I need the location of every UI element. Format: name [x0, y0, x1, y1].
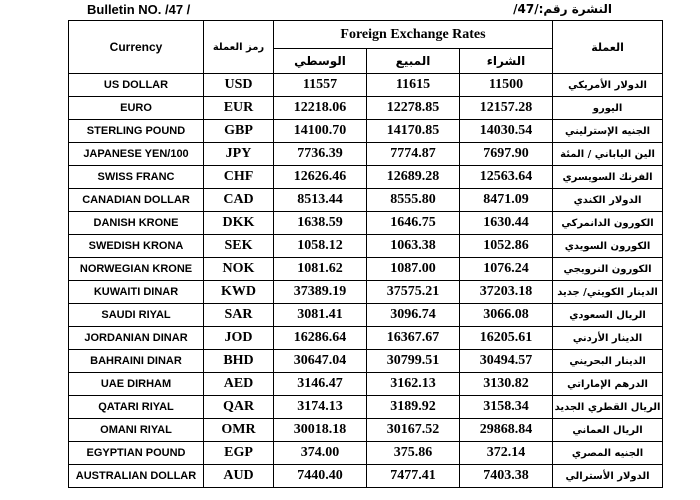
table-body [69, 74, 663, 488]
table-row [69, 189, 663, 212]
buy-rate: 3066.08 [460, 304, 553, 327]
mid-rate: 12218.06 [274, 97, 367, 120]
currency-name: JORDANIAN DINAR [69, 327, 204, 350]
currency-name: JAPANESE YEN/100 [69, 143, 204, 166]
sell-rate: 12689.28 [367, 166, 460, 189]
sell-rate: 30799.51 [367, 350, 460, 373]
mid-rate: 7440.40 [274, 465, 367, 488]
currency-name: STERLING POUND [69, 120, 204, 143]
currency-code: SAR [204, 304, 274, 327]
currency-name-ar: الكورون النرويجي [553, 258, 663, 281]
table-row [69, 212, 663, 235]
buy-rate: 37203.18 [460, 281, 553, 304]
mid-rate: 7736.39 [274, 143, 367, 166]
currency-code: NOK [204, 258, 274, 281]
currency-name: CANADIAN DOLLAR [69, 189, 204, 212]
sell-rate: 7774.87 [367, 143, 460, 166]
bulletin-number-en: Bulletin NO. /47 / [87, 2, 191, 17]
currency-name: US DOLLAR [69, 74, 204, 97]
buy-rate: 16205.61 [460, 327, 553, 350]
table-row [69, 465, 663, 488]
mid-rate: 3174.13 [274, 396, 367, 419]
table-row [69, 373, 663, 396]
table-row [69, 258, 663, 281]
currency-name-ar: الجنيه المصري [553, 442, 663, 465]
currency-code: CAD [204, 189, 274, 212]
sell-rate: 12278.85 [367, 97, 460, 120]
currency-code: DKK [204, 212, 274, 235]
table-row [69, 97, 663, 120]
currency-name: QATARI RIYAL [69, 396, 204, 419]
sell-rate: 30167.52 [367, 419, 460, 442]
sell-rate-header: المبيع [367, 49, 460, 74]
sell-rate: 37575.21 [367, 281, 460, 304]
mid-rate: 1638.59 [274, 212, 367, 235]
mid-rate-header: الوسطي [274, 49, 367, 74]
sell-rate: 3096.74 [367, 304, 460, 327]
mid-rate: 374.00 [274, 442, 367, 465]
buy-rate: 372.14 [460, 442, 553, 465]
bulletin-number-ar: النشرة رقم:/47/ [513, 2, 612, 16]
currency-code: EUR [204, 97, 274, 120]
currency-code: USD [204, 74, 274, 97]
mid-rate: 12626.46 [274, 166, 367, 189]
buy-rate: 7403.38 [460, 465, 553, 488]
sell-rate: 16367.67 [367, 327, 460, 350]
currency-code: BHD [204, 350, 274, 373]
foreign-exchange-rates-header: Foreign Exchange Rates [274, 21, 553, 49]
currency-name-ar: الريال العماني [553, 419, 663, 442]
buy-rate: 7697.90 [460, 143, 553, 166]
sell-rate: 1646.75 [367, 212, 460, 235]
currency-code: AED [204, 373, 274, 396]
table-row [69, 442, 663, 465]
table-row [69, 419, 663, 442]
currency-name-ar: الدرهم الإماراتي [553, 373, 663, 396]
currency-name: SAUDI RIYAL [69, 304, 204, 327]
mid-rate: 14100.70 [274, 120, 367, 143]
buy-rate: 3158.34 [460, 396, 553, 419]
currency-name: DANISH KRONE [69, 212, 204, 235]
currency-name: OMANI RIYAL [69, 419, 204, 442]
buy-rate: 8471.09 [460, 189, 553, 212]
buy-rate: 11500 [460, 74, 553, 97]
mid-rate: 1081.62 [274, 258, 367, 281]
buy-rate: 30494.57 [460, 350, 553, 373]
table-row [69, 281, 663, 304]
currency-code: KWD [204, 281, 274, 304]
sell-rate: 7477.41 [367, 465, 460, 488]
table-row [69, 304, 663, 327]
currency-code: GBP [204, 120, 274, 143]
table-row [69, 235, 663, 258]
buy-rate: 3130.82 [460, 373, 553, 396]
table-row [69, 396, 663, 419]
currency-name-ar: الكورون السويدي [553, 235, 663, 258]
currency-name-ar: الين الياباني / المئة [553, 143, 663, 166]
mid-rate: 3081.41 [274, 304, 367, 327]
sell-rate: 11615 [367, 74, 460, 97]
currency-name: BAHRAINI DINAR [69, 350, 204, 373]
currency-name-ar: الجنيه الإسترليني [553, 120, 663, 143]
sell-rate: 14170.85 [367, 120, 460, 143]
sell-rate: 3162.13 [367, 373, 460, 396]
buy-rate: 14030.54 [460, 120, 553, 143]
buy-rate: 12157.28 [460, 97, 553, 120]
currency-name-ar: الفرنك السويسري [553, 166, 663, 189]
currency-code: JPY [204, 143, 274, 166]
currency-name-ar: الريال القطري الجديد [553, 396, 663, 419]
table-row [69, 350, 663, 373]
currency-name-ar: الدولار الكندي [553, 189, 663, 212]
currency-name-ar: الدينار الأردني [553, 327, 663, 350]
currency-code-header: رمز العملة [204, 21, 274, 74]
buy-rate-header: الشراء [460, 49, 553, 74]
table-row [69, 327, 663, 350]
currency-name: EURO [69, 97, 204, 120]
sell-rate: 8555.80 [367, 189, 460, 212]
sell-rate: 1087.00 [367, 258, 460, 281]
mid-rate: 11557 [274, 74, 367, 97]
currency-name-ar: الدولار الأسترالي [553, 465, 663, 488]
mid-rate: 30647.04 [274, 350, 367, 373]
mid-rate: 37389.19 [274, 281, 367, 304]
table-row [69, 120, 663, 143]
currency-code: OMR [204, 419, 274, 442]
table-row [69, 166, 663, 189]
currency-name: AUSTRALIAN DOLLAR [69, 465, 204, 488]
currency-name-ar: الدولار الأمريكي [553, 74, 663, 97]
currency-name: NORWEGIAN KRONE [69, 258, 204, 281]
mid-rate: 1058.12 [274, 235, 367, 258]
currency-arabic-header: العملة [553, 21, 663, 74]
currency-name: UAE DIRHAM [69, 373, 204, 396]
currency-code: QAR [204, 396, 274, 419]
currency-name-ar: الدينار البحريني [553, 350, 663, 373]
currency-code: EGP [204, 442, 274, 465]
sell-rate: 375.86 [367, 442, 460, 465]
buy-rate: 1076.24 [460, 258, 553, 281]
mid-rate: 8513.44 [274, 189, 367, 212]
currency-name-ar: اليورو [553, 97, 663, 120]
table-header [69, 21, 663, 74]
currency-name-ar: الكورون الدانمركي [553, 212, 663, 235]
table-row [69, 143, 663, 166]
currency-name-ar: الريال السعودي [553, 304, 663, 327]
buy-rate: 1630.44 [460, 212, 553, 235]
currency-code: AUD [204, 465, 274, 488]
currency-header: Currency [69, 21, 204, 74]
currency-code: SEK [204, 235, 274, 258]
exchange-rates-table [68, 20, 663, 488]
buy-rate: 29868.84 [460, 419, 553, 442]
mid-rate: 3146.47 [274, 373, 367, 396]
buy-rate: 12563.64 [460, 166, 553, 189]
currency-name: EGYPTIAN POUND [69, 442, 204, 465]
currency-name: SWISS FRANC [69, 166, 204, 189]
currency-name-ar: الدينار الكويتي/ جديد [553, 281, 663, 304]
sell-rate: 1063.38 [367, 235, 460, 258]
mid-rate: 30018.18 [274, 419, 367, 442]
currency-name: SWEDISH KRONA [69, 235, 204, 258]
buy-rate: 1052.86 [460, 235, 553, 258]
currency-code: CHF [204, 166, 274, 189]
currency-name: KUWAITI DINAR [69, 281, 204, 304]
table-row [69, 74, 663, 97]
currency-code: JOD [204, 327, 274, 350]
mid-rate: 16286.64 [274, 327, 367, 350]
sell-rate: 3189.92 [367, 396, 460, 419]
